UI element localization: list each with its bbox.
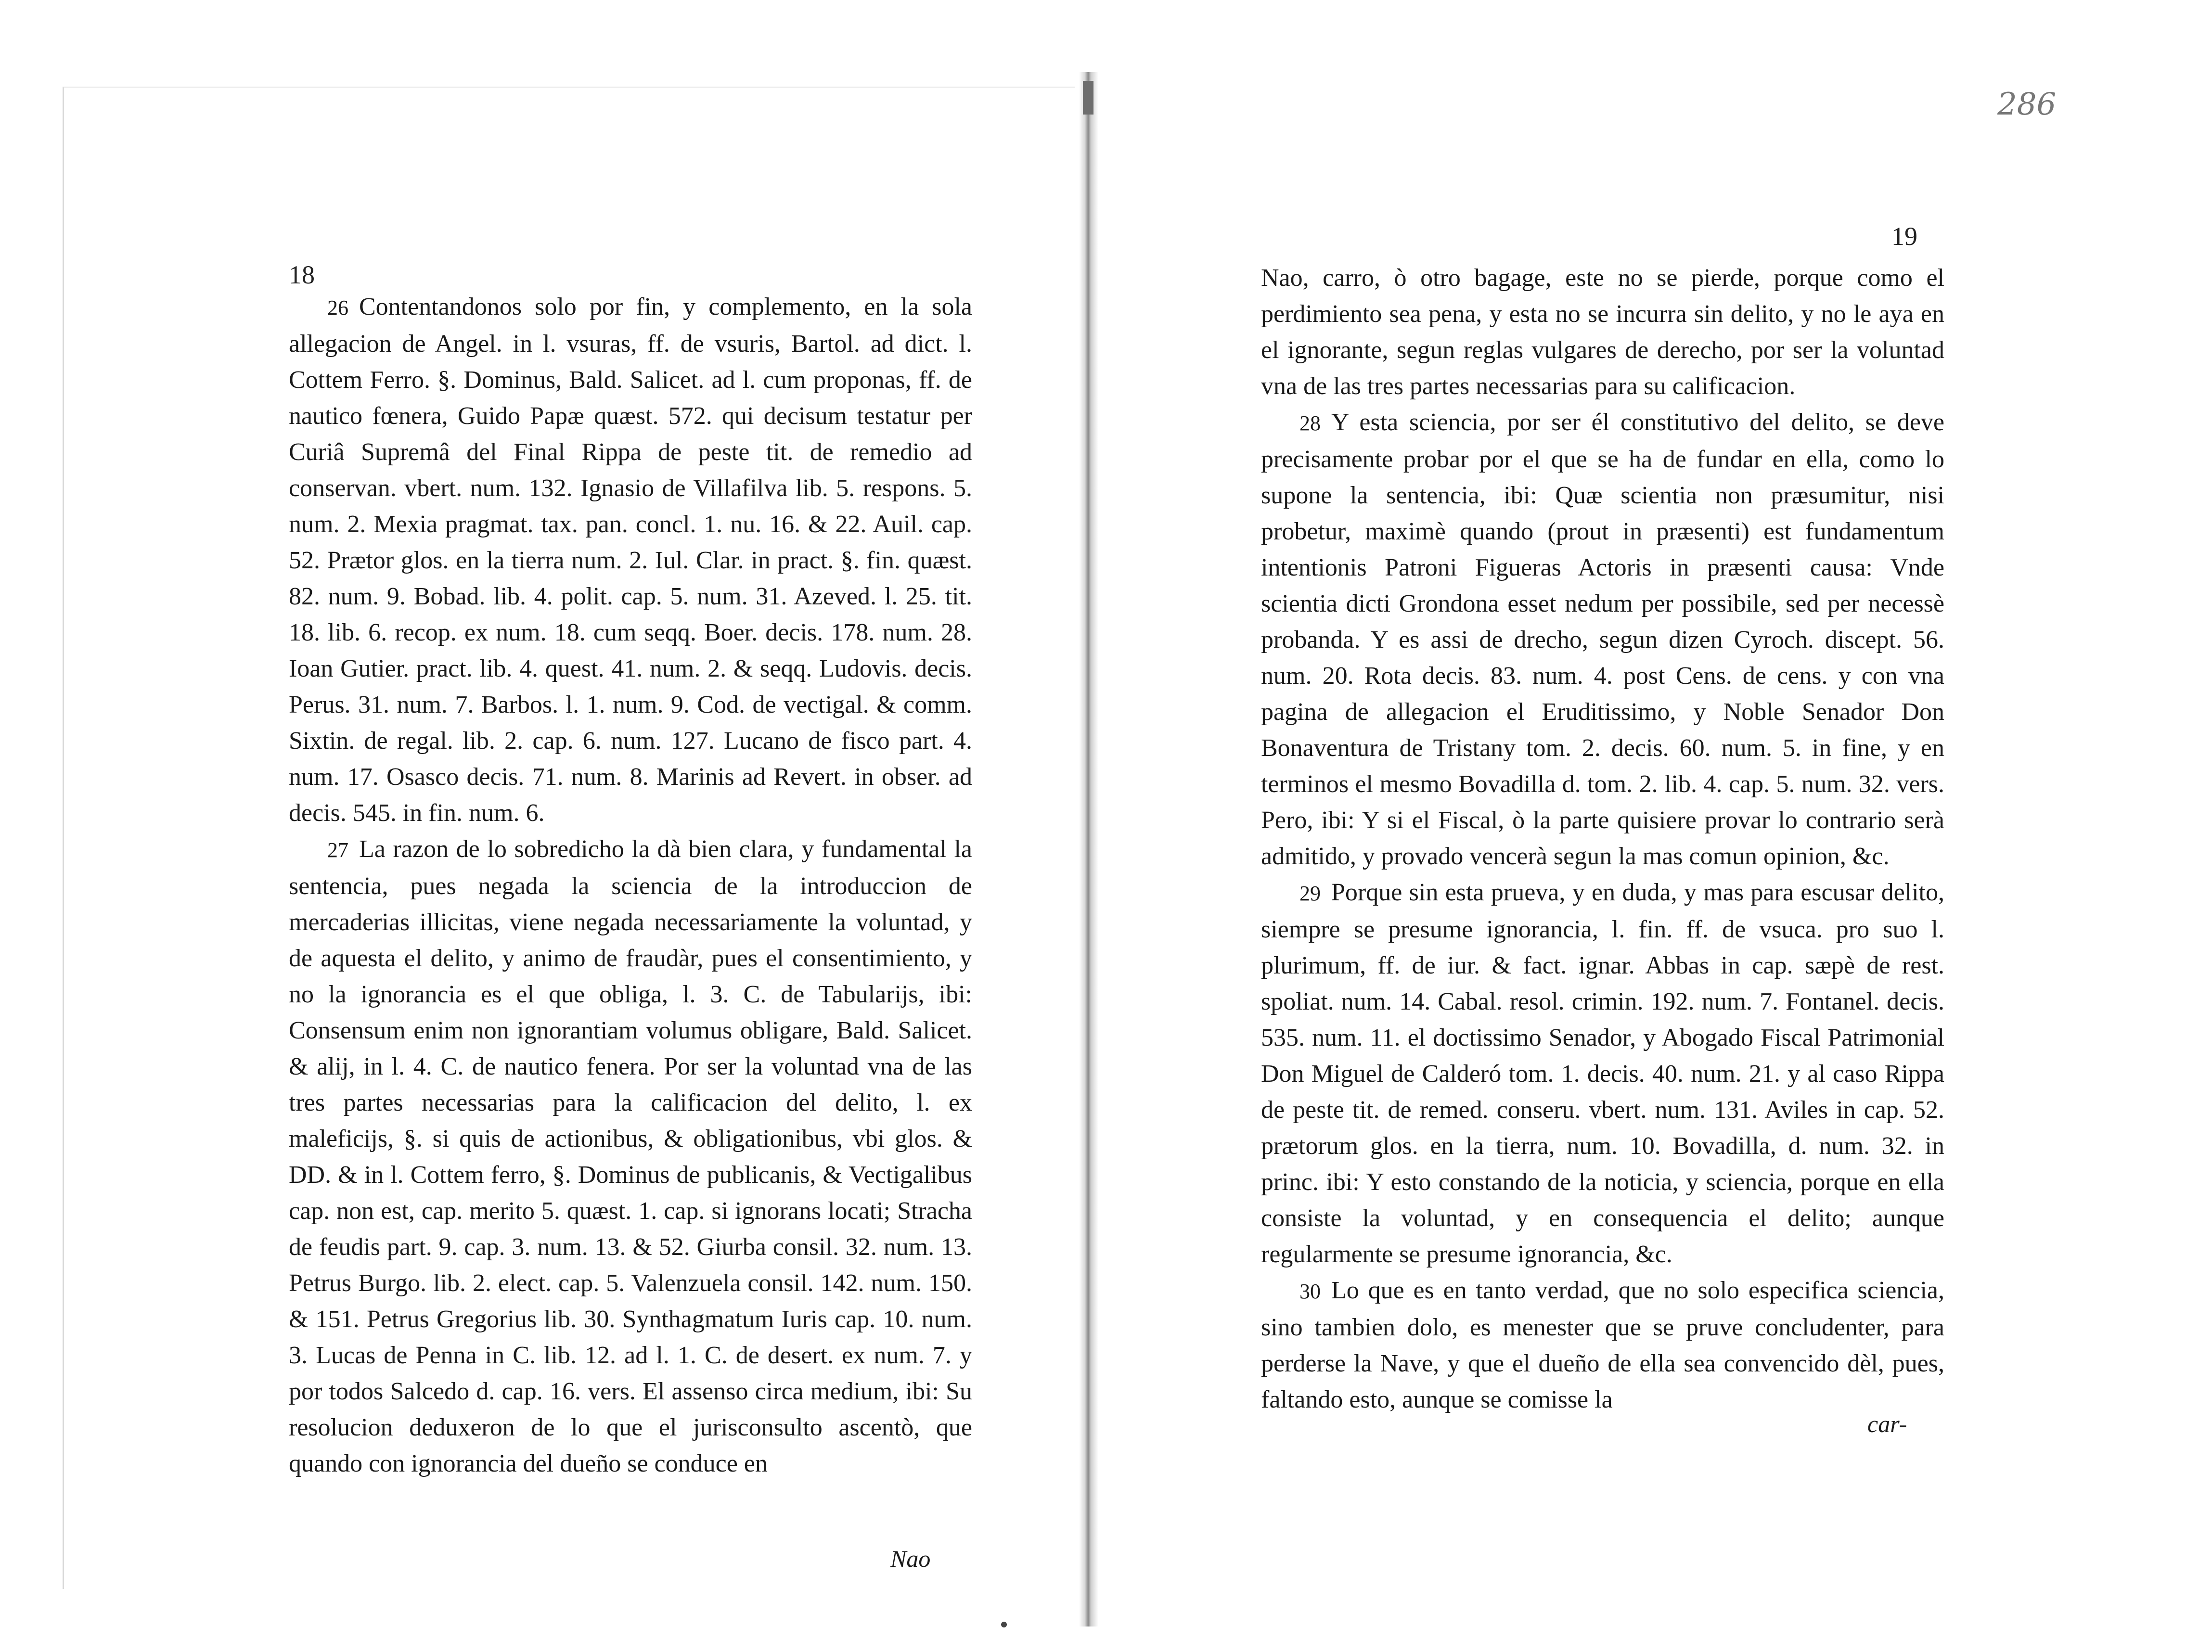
paragraph-text: Y esta sciencia, por ser él constitutivo del delito, se deve precisamente probar por el que se ha de fundar en ella, como lo supone la sentencia, ibi: Quæ scientia non præsumitur, nisi probetur, maximè quando (prout in præsenti) est fundamentum intentionis Patroni Figueras Actoris in præsenti causa: Vnde scientia dicti Grondona esset nedum per possibile, sed per necessè probanda. Y es assi de drecho, segun dizen Cyroch. discept. 56. num. 20. Rota decis. 83. num. 4. post Cens. de cens. y con vna pagina de allegacion el Eruditissimo, y Noble Senador Don Bonaventura de Tristany tom. 2. decis. 60. num. 5. in fine, y en terminos el mesmo Bovadilla d. tom. 2. lib. 4. cap. 5. num. 32. vers. Pero, ibi: Y si el Fiscal, ò la parte quisiere provar lo contrario serà admitido, y provado vencerà segun la mas comun opinion, &c. [1261, 409, 1944, 870]
handwritten-folio-number: 286 [1997, 87, 2057, 122]
paragraph-number: 26 [327, 296, 348, 320]
paragraph-text: Porque sin esta prueva, y en duda, y mas para escusar delito, siempre se presume ignorancia, l. fin. ff. de vsuca. pro suo l. plurimum, ff. de iur. & fact. ignar. Abbas in cap. sæpè de rest. spoliat. num. 14. Cabal. resol. crimin. 192. num. 7. Fontanel. decis. 535. num. 11. el doctissimo Senador, y Abogado Fiscal Patrimonial Don Miguel de Calderó tom. 1. decis. 40. num. 21. y al caso Rippa de peste tit. de remed. conseru. vbert. num. 131. Aviles in cap. 52. prætorum glos. en la tierra, num. 10. Bovadilla, d. num. 32. in princ. ibi: Y esto constando de la noticia, y sciencia, porque en ella consiste la voluntad, y en consequencia el delito; aunque regularmente se presume ignorancia, &c. [1261, 879, 1944, 1268]
paragraph-text: La razon de lo sobredicho la dà bien clara, y fundamental la sentencia, pues negada la sciencia de la introduccion de mercaderias illicitas, viene negada necessariamente la voluntad, y de aquesta el delito, y animo de fraudàr, pues el consentimiento, y no la ignorancia es el que obliga, l. 3. C. de Tabularijs, ibi: Consensum enim non ignorantiam volumus obligare, Bald. Salicet. & alij, in l. 4. C. de nautico fenera. Por ser la voluntad vna de las tres partes necessarias para la calificacion del delito, l. ex maleficijs, §. si quis de actionibus, & obligationibus, vbi glos. & DD. & in l. Cottem ferro, §. Dominus de publicanis, & Vectigalibus cap. non est, cap. merito 5. quæst. 1. cap. si ignorans locati; Stracha de feudis part. 9. cap. 3. num. 13. & 52. Giurba consil. 32. num. 13. Petrus Burgo. lib. 2. elect. cap. 5. Valenzuela consil. 142. num. 150. & 151. Petrus Gregorius lib. 30. Synthagmatum Iuris cap. 10. num. 3. Lucas de Penna in C. lib. 12. ad l. 1. C. de desert. ex num. 7. y por todos Salcedo d. cap. 16. vers. El assenso circa medium, ibi: Su resolucion deduxeron de lo que el jurisconsulto ascentò, que quando con ignorancia del dueño se conduce en [289, 835, 972, 1477]
paragraph-number: 28 [1299, 411, 1321, 435]
catchword-right: car- [1867, 1410, 1907, 1437]
catchword-left: Nao [890, 1545, 931, 1572]
paragraph-text: Contentandonos solo por fin, y complemento, en la sola allegacion de Angel. in l. vsuras, ff. de vsuris, Bartol. ad dict. l. Cottem Ferro. §. Dominus, Bald. Salicet. ad l. cum proponas, ff. de nautico fœnera, Guido Papæ quæst. 572. qui decisum testatur per Curiâ Supremâ del Final Rippa de peste tit. de remedio ad conservan. vbert. num. 132. Ignasio de Villafilva lib. 5. respons. 5. num. 2. Mexia pragmat. tax. pan. concl. 1. nu. 16. & 22. Auil. cap. 52. Prætor glos. en la tierra num. 2. Iul. Clar. in pract. §. fin. quæst. 82. num. 9. Bobad. lib. 4. polit. cap. 5. num. 31. Azeved. l. 25. tit. 18. lib. 6. recop. ex num. 18. cum seqq. Boer. decis. 178. num. 28. Ioan Gutier. pract. lib. 4. quest. 41. num. 2. & seqq. Ludovis. decis. Perus. 31. num. 7. Barbos. l. 1. num. 9. Cod. de vectigal. & comm. Sixtin. de regal. lib. 2. cap. 6. num. 127. Lucano de fisco part. 4. num. 17. Osasco decis. 71. num. 8. Marinis ad Revert. in obser. ad decis. 545. in fin. num. 6. [289, 293, 972, 827]
paragraph-number: 29 [1299, 882, 1321, 905]
paragraph-29 [1261, 874, 1944, 1272]
left-page-text [289, 289, 972, 1482]
paragraph-30 [1261, 1272, 1944, 1418]
paragraph-26 [289, 289, 972, 831]
page-number-left: 18 [289, 260, 315, 289]
continuation-text: Nao, carro, ò otro bagage, este no se pierde, porque como el perdimiento sea pena, y esta no se incurra sin delito, y no le aya en el ignorante, segun reglas vulgares de derecho, por ser la voluntad vna de las tres partes necessarias para su calificacion. [1261, 264, 1944, 400]
page-number-right: 19 [1891, 222, 1917, 251]
paragraph-number: 27 [327, 838, 348, 862]
paragraph-28 [1261, 404, 1944, 874]
binding-dot [1001, 1622, 1007, 1627]
gutter-shadow-mark [1083, 81, 1093, 115]
paragraph-text: Lo que es en tanto verdad, que no solo especifica sciencia, sino tambien dolo, es menester que se pruve concludenter, para perderse la Nave, y que el dueño de ella sea convencido dèl, pues, faltando esto, aunque se comisse la [1261, 1277, 1944, 1413]
paragraph-27 [289, 831, 972, 1482]
right-page-text [1261, 260, 1944, 1418]
book-gutter [1079, 72, 1098, 1626]
paragraph-number: 30 [1299, 1280, 1321, 1303]
